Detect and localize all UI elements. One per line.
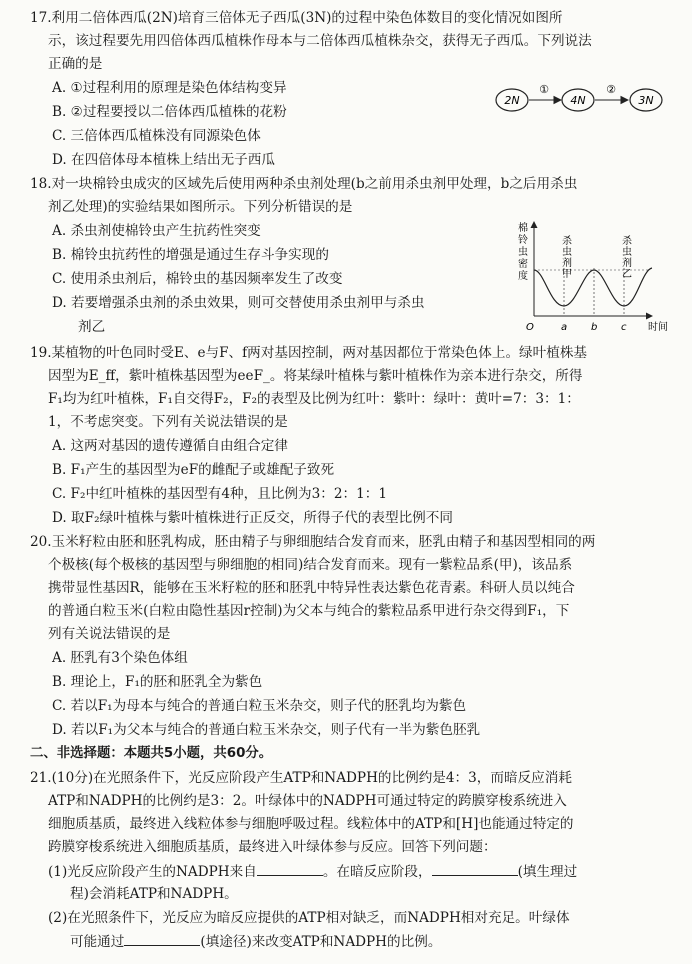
q19-option-c: C. F₂中红叶植株的基因型有4种，且比例为3：2：1：1 <box>52 486 387 502</box>
bollworm-density-chart <box>512 218 684 336</box>
ylabel-char-2: 铃 <box>518 235 528 246</box>
node-2n-label: 2N <box>504 94 520 107</box>
q21-blank-3[interactable] <box>124 931 200 946</box>
q19-stem-line-3: F₁均为红叶植株，F₁自交得F₂，F₂的表型及比例为红叶：紫叶：绿叶：黄叶=7：3：1： <box>48 391 580 407</box>
q21-part-1-text-b: 。在暗反应阶段， <box>322 864 432 880</box>
chromosome-flow-diagram <box>492 80 682 116</box>
xlabel: 时间 <box>648 322 668 333</box>
agent-a-char-2: 虫 <box>562 247 572 258</box>
q20-stem-line-4: 的普通白粒玉米(白粒由隐性基因r控制)为父本与纯合的紫粒品系甲进行杂交得到F₁，下 <box>48 603 570 619</box>
q21-part-2-text-b: (填途径)来改变ATP和NADPH的比例。 <box>200 934 442 950</box>
q21-stem-line-3: 细胞质基质，最终进入线粒体参与细胞呼吸过程。线粒体中的ATP和[H]也能通过特定的 <box>48 816 574 832</box>
agent-a-char-1: 杀 <box>562 236 572 247</box>
q19-stem-line-1: 19.某植物的叶色同时受E、e与F、f两对基因控制，两对基因都位于常染色体上。绿叶植株基 <box>30 345 588 361</box>
q21-stem-line-1: 21.(10分)在光照条件下，光反应阶段产生ATP和NADPH的比例约是4：3，而暗反应消耗 <box>30 770 572 786</box>
ylabel-char-4: 密 <box>518 259 528 270</box>
step-2-label: ② <box>606 83 616 96</box>
q21-part-1-text-c: (填生理过 <box>517 864 578 880</box>
agent-b-char-2: 虫 <box>622 247 632 258</box>
q18-stem-line-2: 剂乙处理)的实验结果如图所示。下列分析错误的是 <box>48 199 353 215</box>
q20-option-a: A. 胚乳有3个染色体组 <box>52 650 188 666</box>
q19-option-a: A. 这两对基因的遗传遵循自由组合定律 <box>52 438 288 454</box>
ylabel-char-1: 棉 <box>518 223 528 234</box>
tick-c: c <box>621 322 627 333</box>
q20-stem-line-5: 列有关说法错误的是 <box>48 626 171 642</box>
node-4n-label: 4N <box>570 94 586 107</box>
q18-stem-line-1: 18.对一块棉铃虫成灾的区域先后使用两种杀虫剂处理(b之前用杀虫剂甲处理，b之后用杀虫 <box>30 176 578 192</box>
agent-a-char-3: 剂 <box>562 258 572 269</box>
agent-b-char-4: 乙 <box>622 269 632 280</box>
q19-option-b: B. F₁产生的基因型为eF的雌配子或雄配子致死 <box>52 462 335 478</box>
q17-stem-line-3: 正确的是 <box>48 56 103 72</box>
q21-part-1-line-2: 程)会消耗ATP和NADPH。 <box>70 886 238 902</box>
q20-option-c: C. 若以F₁为母本与纯合的普通白粒玉米杂交，则子代的胚乳均为紫色 <box>52 698 467 714</box>
q19-stem-line-4: 1，不考虑突变。下列有关说法错误的是 <box>48 414 288 430</box>
q20-stem-line-3: 携带显性基因R，能够在玉米籽粒的胚和胚乳中特异性表达紫色花青素。科研人员以纯合 <box>48 580 575 596</box>
q17-option-c: C. 三倍体西瓜植株没有同源染色体 <box>52 128 261 144</box>
q21-stem-line-4: 跨膜穿梭系统进入细胞质基质，最终进入叶绿体参与反应。回答下列问题： <box>48 839 497 855</box>
q17-option-d: D. 在四倍体母本植株上结出无子西瓜 <box>52 152 275 168</box>
q18-option-c: C. 使用杀虫剂后，棉铃虫的基因频率发生了改变 <box>52 271 343 287</box>
q20-option-b: B. 理论上，F₁的胚和胚乳全为紫色 <box>52 674 263 690</box>
tick-b: b <box>591 322 598 333</box>
q21-part-2-line-2 <box>70 931 441 952</box>
q17-option-b: B. ②过程要授以二倍体西瓜植株的花粉 <box>52 104 287 120</box>
q17-stem-line-2: 示，该过程要先用四倍体西瓜植株作母本与二倍体西瓜植株杂交，获得无子西瓜。下列说法 <box>48 33 592 49</box>
q20-stem-line-2: 个极核(每个极核的基因型与卵细胞的相同)结合发育而来。现有一紫粒品系(甲)，该品系 <box>48 557 573 573</box>
tick-a: a <box>561 322 568 333</box>
q18-option-b: B. 棉铃虫抗药性的增强是通过生存斗争实现的 <box>52 247 329 263</box>
q19-option-d: D. 取F₂绿叶植株与紫叶植株进行正反交，所得子代的表型比例不同 <box>52 510 453 526</box>
origin-label: O <box>526 322 534 333</box>
q17-option-a: A. ①过程利用的原理是染色体结构变异 <box>52 80 287 96</box>
agent-b-char-1: 杀 <box>622 236 632 247</box>
node-3n-label: 3N <box>638 94 654 107</box>
step-1-label: ① <box>539 83 549 96</box>
agent-a-char-4: 甲 <box>562 269 572 280</box>
q21-blank-2[interactable] <box>432 861 518 876</box>
ylabel-char-5: 度 <box>518 271 528 282</box>
q21-part-1-line-1 <box>48 861 577 882</box>
q20-option-d: D. 若以F₁为父本与纯合的普通白粒玉米杂交，则子代有一半为紫色胚乳 <box>52 722 481 738</box>
q21-stem-line-2: ATP和NADPH的比例约是3：2。叶绿体中的NADPH可通过特定的跨膜穿梭系统进入 <box>48 793 567 809</box>
q21-part-2-text-a: 可能通过 <box>70 934 125 950</box>
q18-option-d-line-1: D. 若要增强杀虫剂的杀虫效果，则可交替使用杀虫剂甲与杀虫 <box>52 295 425 311</box>
q18-option-d-line-2: 剂乙 <box>78 319 106 335</box>
q21-part-1-text-a: (1)光反应阶段产生的NADPH来自 <box>48 864 257 880</box>
ylabel-char-3: 虫 <box>518 247 528 258</box>
q20-stem-line-1: 20.玉米籽粒由胚和胚乳构成，胚由精子与卵细胞结合发育而来，胚乳由精子和基因型相同的两 <box>30 534 596 550</box>
q18-option-a: A. 杀虫剂使棉铃虫产生抗药性突变 <box>52 223 261 239</box>
q21-part-2-line-1: (2)在光照条件下，光反应为暗反应提供的ATP相对缺乏，而NADPH相对充足。叶绿体 <box>48 910 570 926</box>
density-curve <box>534 268 652 306</box>
section-2-heading: 二、非选择题：本题共5小题，共60分。 <box>30 746 273 761</box>
q21-blank-1[interactable] <box>257 861 323 876</box>
q19-stem-line-2: 因型为E_ff，紫叶植株基因型为eeF_。将某绿叶植株与紫叶植株作为亲本进行杂交，所得 <box>48 368 583 384</box>
agent-b-char-3: 剂 <box>622 258 632 269</box>
q17-stem-line-1: 17.利用二倍体西瓜(2N)培育三倍体无子西瓜(3N)的过程中染色体数目的变化情况如图所 <box>30 10 563 26</box>
